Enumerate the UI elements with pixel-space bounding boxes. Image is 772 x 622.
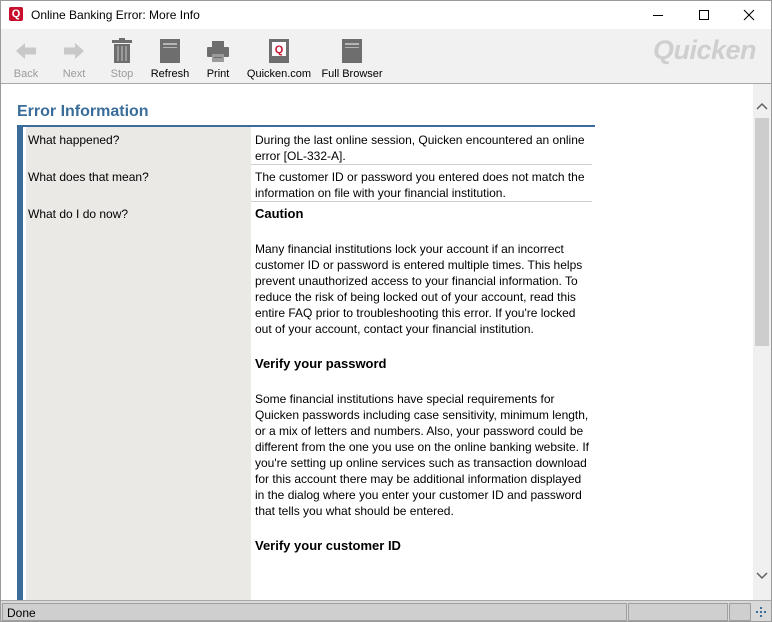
scroll-thumb[interactable] — [755, 118, 769, 346]
vertical-scrollbar[interactable] — [753, 84, 771, 600]
back-arrow-icon — [13, 37, 39, 65]
caution-text: Many financial institutions lock your account if an incorrect customer ID or password is entered multiple times. This helps prevent unauthorized access to your financial information. To reduce the risk of being locked out of your account, read this entire FAQ prior to troubleshooting this error. If you're locked out of your account, contact your financial institution. — [255, 242, 583, 336]
next-arrow-icon — [61, 37, 87, 65]
row-question: What happened? — [28, 133, 120, 147]
accent-bar — [17, 127, 23, 600]
row-question: What do I do now? — [28, 207, 129, 221]
quicken-com-button[interactable] — [245, 33, 313, 81]
quicken-logo-icon — [268, 37, 290, 65]
stop-button[interactable] — [103, 33, 141, 81]
browser-toolbar — [1, 29, 771, 84]
status-pane-main — [2, 603, 627, 621]
chevron-down-icon — [756, 572, 768, 580]
refresh-label: Refresh — [150, 68, 190, 80]
page-title: Error Information — [17, 103, 149, 120]
back-label: Back — [13, 68, 39, 80]
window-title: Online Banking Error: More Info — [31, 8, 200, 22]
info-row-what-happened — [26, 128, 592, 164]
title-bar — [1, 1, 771, 29]
minimize-button[interactable] — [635, 1, 681, 29]
row-question: What does that mean? — [28, 170, 149, 184]
content-area — [1, 84, 753, 600]
document-icon — [159, 37, 181, 65]
svg-text:Q: Q — [274, 44, 284, 56]
full-browser-label: Full Browser — [321, 68, 383, 80]
quicken-logo: Quicken — [653, 35, 757, 65]
back-button[interactable] — [7, 33, 45, 81]
full-browser-button[interactable] — [319, 33, 385, 81]
verify-password-heading: Verify your password — [255, 356, 387, 371]
caution-heading: Caution — [255, 206, 304, 221]
next-button[interactable] — [55, 33, 93, 81]
scroll-up-button[interactable] — [753, 97, 771, 114]
minimize-icon — [652, 9, 664, 21]
browser-page-icon — [341, 37, 363, 65]
maximize-button[interactable] — [681, 1, 727, 29]
row-answer: During the last online session, Quicken encountered an online error [OL-332-A]. — [255, 133, 585, 163]
info-row-what-does-that-mean — [26, 165, 592, 201]
close-icon — [743, 9, 755, 21]
info-row-what-do-i-do-now — [26, 202, 592, 600]
verify-password-text: Some financial institutions have special requirements for Quicken passwords including case sensitivity, minimum length, or a mix of letters and numbers. Also, your password could be different from the one you use on the online banking website. If you're setting up online services such as transaction download for this account there may be additional information displayed in the dialog where you enter your customer ID and password that tells you what should be entered. — [255, 392, 589, 518]
printer-icon — [205, 37, 231, 65]
quicken-com-label: Quicken.com — [246, 68, 312, 80]
status-pane-blank — [729, 603, 751, 621]
status-bar — [1, 600, 771, 622]
maximize-icon — [698, 9, 710, 21]
quicken-app-icon: Q — [9, 7, 23, 21]
chevron-up-icon — [756, 102, 768, 110]
verify-customer-id-heading: Verify your customer ID — [255, 538, 401, 553]
row-answer — [255, 206, 593, 554]
status-text: Done — [7, 606, 36, 620]
close-button[interactable] — [726, 1, 772, 29]
trash-icon — [110, 37, 134, 65]
stop-label: Stop — [110, 68, 134, 80]
print-button[interactable] — [199, 33, 237, 81]
refresh-button[interactable] — [147, 33, 193, 81]
status-pane-progress — [628, 603, 728, 621]
next-label: Next — [62, 68, 86, 80]
print-label: Print — [206, 68, 230, 80]
resize-grip-icon[interactable] — [754, 605, 768, 619]
row-answer: The customer ID or password you entered does not match the information on file with your financial institution. — [255, 170, 585, 200]
scroll-down-button[interactable] — [753, 567, 771, 584]
